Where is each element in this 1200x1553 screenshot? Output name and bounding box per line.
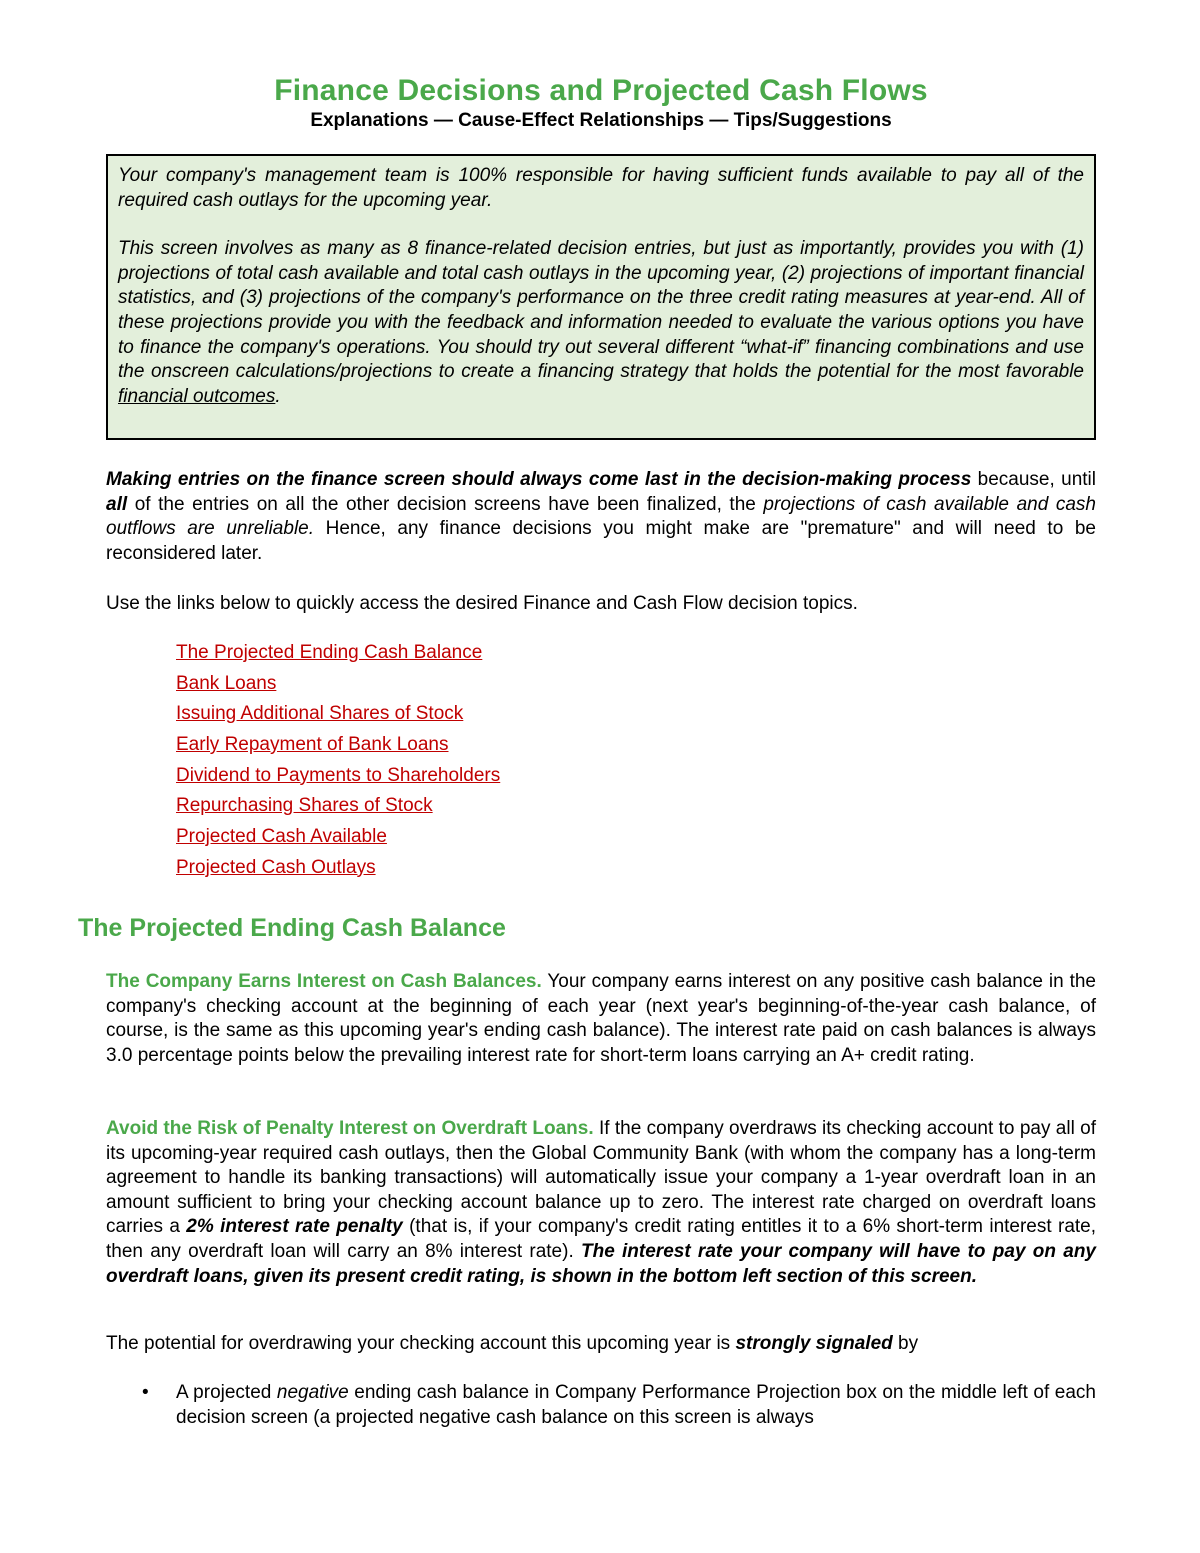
making-entries-text-1: because, until bbox=[971, 469, 1096, 490]
making-entries-text-2: of the entries on all the other decision screens have been finalized, the bbox=[127, 493, 764, 515]
interest-paragraph bbox=[106, 970, 1096, 1068]
link-bank-loans[interactable]: Bank Loans bbox=[176, 672, 277, 694]
intro-paragraph-2 bbox=[118, 237, 1084, 409]
list-item bbox=[176, 699, 500, 730]
list-item bbox=[176, 822, 500, 853]
link-projected-cash-available[interactable]: Projected Cash Available bbox=[176, 826, 387, 848]
intro-paragraph-2-end: . bbox=[275, 385, 281, 407]
section-heading: The Projected Ending Cash Balance bbox=[78, 914, 506, 942]
page-title: Finance Decisions and Projected Cash Flows bbox=[274, 74, 928, 107]
interest-text: Your company earns interest on any positive cash balance in the company's checking account at the beginning of each year (next year's beginning-of-the-year cash balance, of course, is the same as this upcoming year's ending cash balance). The interest rate paid on cash balances is always 3.0 percentage points below the prevailing interest rate for short-term loans carrying an A+ credit rating. bbox=[106, 971, 1096, 1066]
link-repurchasing-shares[interactable]: Repurchasing Shares of Stock bbox=[176, 795, 433, 817]
signal-text-2: by bbox=[892, 1333, 919, 1354]
making-entries-text-3: Hence, any finance decisions you might make are "premature" and will need to be reconsidered later. bbox=[106, 518, 1096, 564]
list-item bbox=[176, 853, 500, 884]
making-entries-emphasis: Making entries on the finance screen should always come last in the decision-making process bbox=[106, 469, 972, 490]
intro-callout-box bbox=[106, 154, 1096, 440]
overdraft-penalty-emphasis: 2% interest rate penalty bbox=[186, 1216, 403, 1238]
overdraft-text-2: (that is, if your company's credit rating entitles it to a 6% short-term interest rate, then any overdraft loan will carry an 8% interest rate). bbox=[106, 1216, 1097, 1262]
making-entries-italic: projections of cash available and cash outflows are unreliable. bbox=[106, 493, 1096, 540]
list-item bbox=[176, 791, 500, 822]
intro-underlined-phrase: financial outcomes bbox=[118, 385, 276, 407]
topic-links-list bbox=[176, 638, 500, 884]
signal-text-1: The potential for overdrawing your checking account this upcoming year is bbox=[106, 1333, 736, 1354]
intro-paragraph-1: Your company's management team is 100% responsible for having sufficient funds available to pay all of the required cash outlays for the upcoming year. bbox=[118, 165, 1084, 211]
bullet-text-2: ending cash balance in Company Performance Projection box on the middle left of each decision screen (a projected negative cash balance on this screen is always bbox=[176, 1382, 1096, 1428]
list-item bbox=[176, 638, 500, 669]
making-entries-paragraph bbox=[106, 468, 1096, 566]
link-projected-ending-cash-balance[interactable]: The Projected Ending Cash Balance bbox=[176, 642, 483, 663]
bullet-italic: negative bbox=[276, 1382, 349, 1403]
intro-paragraph-2-text: This screen involves as many as 8 finance-related decision entries, but just as importantly, provides you with (1) projections of total cash available and total cash outlays in the upcoming year, (2) projections of important financial statistics, and (3) projections of the company's performance on the three credit rating measures at year-end. All of these projections provide you with the feedback and information needed to evaluate the various options you have to finance the company's operations. You should try out several different “what-if” financing combinations and use the onscreen calculations/projections to create a financing strategy that holds the potential for the most favorable bbox=[118, 238, 1084, 383]
signal-emphasis: strongly signaled bbox=[735, 1333, 893, 1354]
overdraft-paragraph bbox=[106, 1117, 1096, 1289]
bullet-text bbox=[176, 1381, 1096, 1430]
making-entries-all: all bbox=[106, 493, 128, 515]
link-projected-cash-outlays[interactable]: Projected Cash Outlays bbox=[176, 856, 376, 878]
list-item bbox=[176, 761, 500, 792]
links-intro: Use the links below to quickly access the desired Finance and Cash Flow decision topics. bbox=[106, 593, 858, 614]
bullet-icon: • bbox=[142, 1382, 149, 1403]
link-dividend-payments[interactable]: Dividend to Payments to Shareholders bbox=[176, 764, 501, 786]
page-subtitle: Explanations — Cause-Effect Relationships — Tips/Suggestions bbox=[310, 110, 892, 131]
interest-lead: The Company Earns Interest on Cash Balances. bbox=[106, 971, 542, 992]
overdraft-signal-paragraph bbox=[106, 1332, 1096, 1357]
overdraft-text-1: If the company overdraws its checking account to pay all of its upcoming-year required cash outlays, then the Global Community Bank (with whom the company has a long-term agreement to handle its banking transactions) will automatically issue your company a 1-year overdraft loan in an amount sufficient to bring your checking account balance up to zero. The interest rate charged on overdraft loans carries a bbox=[106, 1118, 1096, 1238]
list-item bbox=[176, 730, 500, 761]
overdraft-lead: Avoid the Risk of Penalty Interest on Overdraft Loans. bbox=[106, 1118, 594, 1139]
link-issuing-additional-shares[interactable]: Issuing Additional Shares of Stock bbox=[176, 703, 464, 725]
overdraft-rate-emphasis: The interest rate your company will have to pay on any overdraft loans, given its present credit rating, is shown in the bottom left section of this screen. bbox=[106, 1240, 1097, 1287]
list-item bbox=[176, 669, 500, 700]
link-early-repayment[interactable]: Early Repayment of Bank Loans bbox=[176, 734, 449, 756]
bullet-text-1: A projected bbox=[176, 1382, 277, 1403]
